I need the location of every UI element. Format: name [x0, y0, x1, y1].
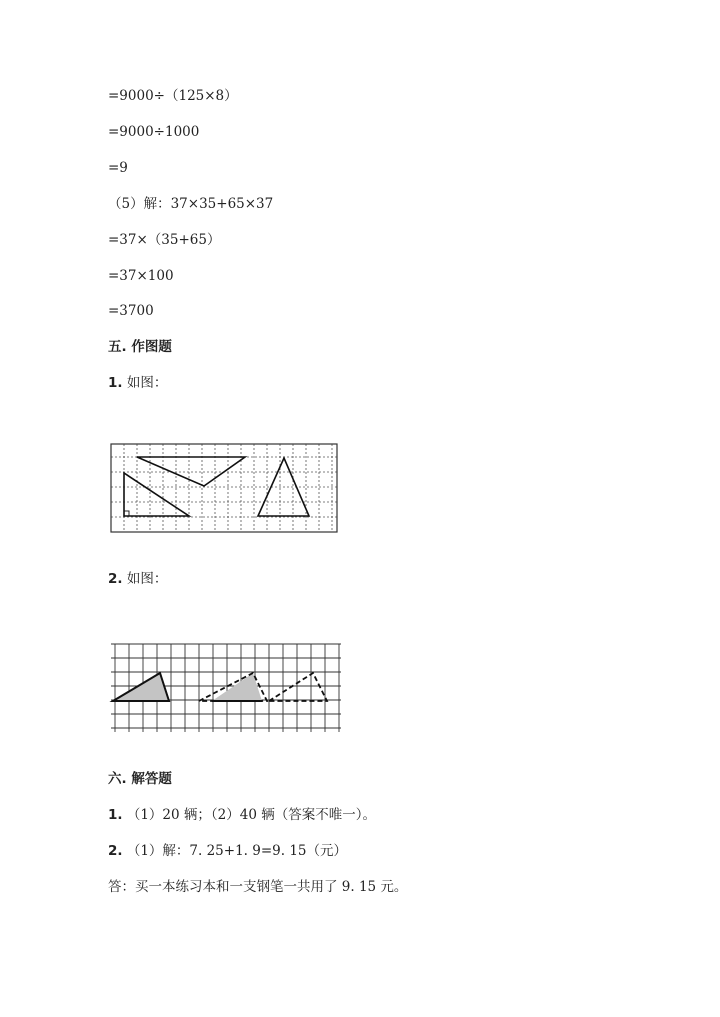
question-text: 如图：	[126, 571, 168, 587]
calc-line-5: =37×（35+65）	[108, 232, 221, 248]
calc-line-7: =3700	[108, 303, 154, 319]
shaded-triangle-left	[113, 673, 169, 701]
right-triangle	[124, 473, 189, 516]
calc-line-4: （5）解：37×35+65×37	[108, 196, 274, 212]
section-5-question-1	[108, 374, 167, 392]
section-6-heading: 六. 解答题	[108, 771, 172, 787]
question-number: 1.	[108, 807, 123, 823]
calc-line-1: =9000÷（125×8）	[108, 88, 238, 104]
calc-line-2: =9000÷1000	[108, 124, 200, 140]
question-text: （1）解：7. 25+1. 9=9. 15（元）	[126, 843, 348, 859]
triangle-top	[137, 457, 245, 486]
question-number: 2.	[108, 843, 123, 859]
question-text: （1）20 辆；（2）40 辆（答案不唯一）。	[126, 807, 376, 823]
question-number: 1.	[108, 375, 123, 391]
calc-line-3: =9	[108, 160, 128, 176]
section-5-question-2	[108, 570, 167, 588]
figure-2-grid	[108, 640, 342, 736]
question-text: 如图：	[126, 375, 168, 391]
section-6-question-1	[108, 806, 376, 824]
question-number: 2.	[108, 571, 123, 587]
calc-line-6: =37×100	[108, 268, 174, 284]
section-6-question-2	[108, 842, 347, 860]
section-5-heading: 五. 作图题	[108, 339, 172, 355]
figure-1-grid	[108, 440, 340, 536]
section-6-answer: 答：买一本练习本和一支钢笔一共用了 9. 15 元。	[108, 879, 408, 895]
dashed-triangle-right	[269, 673, 327, 701]
